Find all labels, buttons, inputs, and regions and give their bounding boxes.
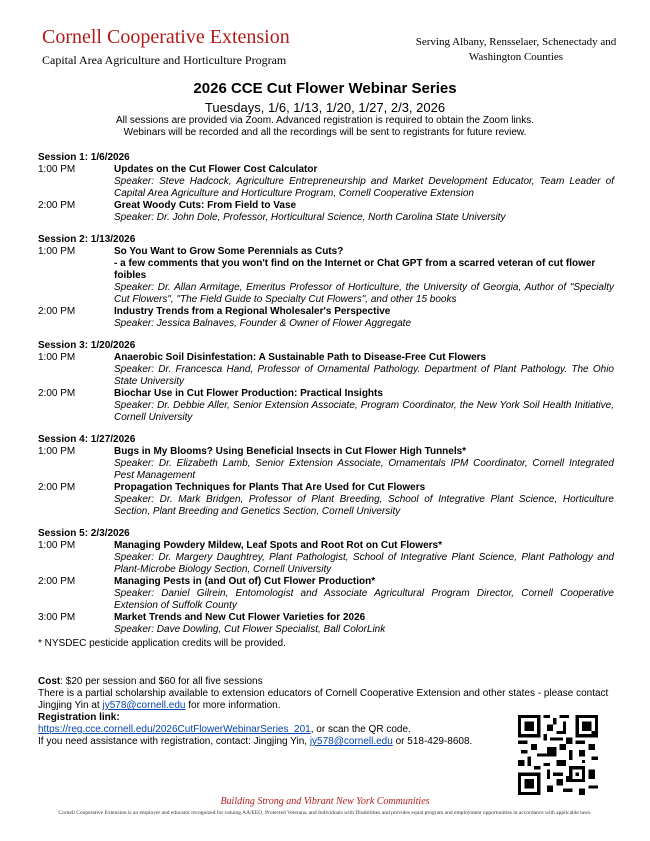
org-name: Cornell Cooperative Extension [42,26,290,48]
talk-time: 1:00 PM [38,446,76,457]
talk-item [38,164,614,200]
talk-item [38,482,614,518]
scholarship-line [38,688,628,712]
talk-title: Propagation Techniques for Plants That Are Used for Cut Flowers [114,482,426,493]
talk-time: 1:00 PM [38,164,76,175]
session-3 [38,340,614,424]
registration-qr-code[interactable] [518,715,598,795]
series-title: 2026 CCE Cut Flower Webinar Series [193,80,457,97]
talk-speaker: Speaker: Dr. John Dole, Professor, Horticultural Science, North Carolina State University [114,212,506,223]
session-5 [38,528,614,636]
talk-time: 3:00 PM [38,612,76,623]
talk-speaker: Speaker: Dave Dowling, Cut Flower Specialist, Ball ColorLink [114,624,386,635]
session-heading: Session 5: 2/3/2026 [38,528,130,539]
session-2 [38,234,614,330]
talk-speaker: Speaker: Jessica Balnaves, Founder & Owner of Flower Aggregate [114,318,412,329]
assistance-email-link[interactable]: jy578@cornell.edu [309,736,393,747]
talk-time: 2:00 PM [38,306,76,317]
talk-time: 2:00 PM [38,482,76,493]
assistance-phone: or 518-429-8608. [392,736,473,747]
talk-item [38,388,614,424]
registration-label: Registration link: [38,712,120,723]
zoom-note: All sessions are provided via Zoom. Advanced registration is required to obtain the Zoom links. [116,115,534,126]
talk-title: Updates on the Cut Flower Cost Calculator [114,164,318,175]
recording-note: Webinars will be recorded and all the recordings will be sent to registrants for future review. [123,127,527,138]
talk-time: 2:00 PM [38,576,76,587]
scholarship-text: There is a partial scholarship available to extension educators of Cornell Cooperative Extension and other states - please contact Jingjing Yin at [38,688,609,711]
talk-speaker: Speaker: Steve Hadcock, Agriculture Entrepreneurship and Market Development Educator, Team Leader of Capital Area Agriculture and Horticulture Program, Cornell Cooperative Extension [114,176,614,199]
registration-note: , or scan the QR code. [310,724,411,735]
talk-title: Managing Powdery Mildew, Leaf Spots and Root Rot on Cut Flowers* [114,540,442,551]
talk-speaker: Speaker: Dr. Elizabeth Lamb, Senior Extension Associate, Ornamentals IPM Coordinator, Cornell Integrated Pest Management [114,458,614,481]
talk-speaker: Speaker: Daniel Gilrein, Entomologist and Associate Agricultural Program Director, Cornell Cooperative Extension of Suffolk County [114,588,614,611]
session-4 [38,434,614,518]
session-1 [38,152,614,224]
registration-link[interactable]: https://reg.cce.cornell.edu/2026CutFlowerWebinarSeries_201 [38,724,311,735]
session-heading: Session 4: 1/27/2026 [38,434,136,445]
program-name: Capital Area Agriculture and Horticulture Program [42,53,287,67]
talk-item [38,612,614,636]
talk-time: 2:00 PM [38,388,76,399]
talk-title: So You Want to Grow Some Perennials as Cuts? [114,246,344,257]
session-heading: Session 2: 1/13/2026 [38,234,136,245]
talk-speaker: Speaker: Dr. Francesca Hand, Professor of Ornamental Pathology. Department of Plant Pathology. The Ohio State University [114,364,614,387]
equal-opportunity-statement: Cornell Cooperative Extension is an employer and educator recognized for valuing AA/EEO, Protected Veterans, and Individuals with Disabilities and provides equal program and employment opportunities in accordance with applicable laws. [58,810,592,816]
talk-time: 1:00 PM [38,352,76,363]
session-heading: Session 3: 1/20/2026 [38,340,136,351]
talk-time: 1:00 PM [38,540,76,551]
talk-title: Industry Trends from a Regional Wholesaler's Perspective [114,306,391,317]
session-list [38,152,614,650]
cost-label: Cost [38,676,61,687]
talk-title: Biochar Use in Cut Flower Production: Practical Insights [114,388,383,399]
cost-line [38,676,628,688]
talk-speaker: Speaker: Dr. Margery Daughtrey, Plant Pathologist, School of Integrative Plant Science, Plant Pathology and Plant-Microbe Biology Section, Cornell University [114,552,614,575]
talk-title: Anaerobic Soil Disinfestation: A Sustainable Path to Disease-Free Cut Flowers [114,352,487,363]
talk-item [38,246,614,306]
talk-title: Market Trends and New Cut Flower Varieties for 2026 [114,612,366,623]
talk-speaker: Speaker: Dr. Mark Bridgen, Professor of Plant Breeding, School of Integrative Plant Science, Horticulture Section, Plant Breeding and Genetics Section, Cornell University [114,494,614,517]
series-header [0,80,650,139]
talk-item [38,200,614,224]
talk-subtitle: - a few comments that you won't find on the Internet or Chat GPT from a scarred veteran of cut flower foibles [114,258,596,281]
cost-value: : $20 per session and $60 for all five sessions [60,676,263,687]
talk-item [38,446,614,482]
talk-item [38,306,614,330]
talk-title: Bugs in My Blooms? Using Beneficial Insects in Cut Flower High Tunnels* [114,446,467,457]
pesticide-credit-footnote: * NYSDEC pesticide application credits will be provided. [38,638,286,649]
talk-title: Great Woody Cuts: From Field to Vase [114,200,297,211]
session-heading: Session 1: 1/6/2026 [38,152,130,163]
talk-time: 2:00 PM [38,200,76,211]
footer-tagline: Building Strong and Vibrant New York Communities [220,796,430,807]
contact-email-link[interactable]: jy578@cornell.edu [102,700,186,711]
talk-title: Managing Pests in (and Out of) Cut Flower Production* [114,576,376,587]
talk-item [38,352,614,388]
scholarship-text-end: for more information. [185,700,281,711]
talk-speaker: Speaker: Dr. Debbie Aller, Senior Extension Associate, Program Coordinator, the New York Soil Health Initiative, Cornell University [114,400,614,423]
series-dates: Tuesdays, 1/6, 1/13, 1/20, 1/27, 2/3, 2026 [204,100,446,115]
talk-item [38,576,614,612]
serving-counties: Serving Albany, Rensselaer, Schenectady and Washington Counties [415,36,617,63]
talk-time: 1:00 PM [38,246,76,257]
talk-item [38,540,614,576]
talk-speaker: Speaker: Dr. Allan Armitage, Emeritus Professor of Horticulture, the University of Georgia, Author of "Specialty Cut Flowers", "The Field Guide to Specialty Cut Flowers", and other 15 books [114,282,614,305]
assistance-text: If you need assistance with registration, contact: Jingjing Yin, [38,736,310,747]
